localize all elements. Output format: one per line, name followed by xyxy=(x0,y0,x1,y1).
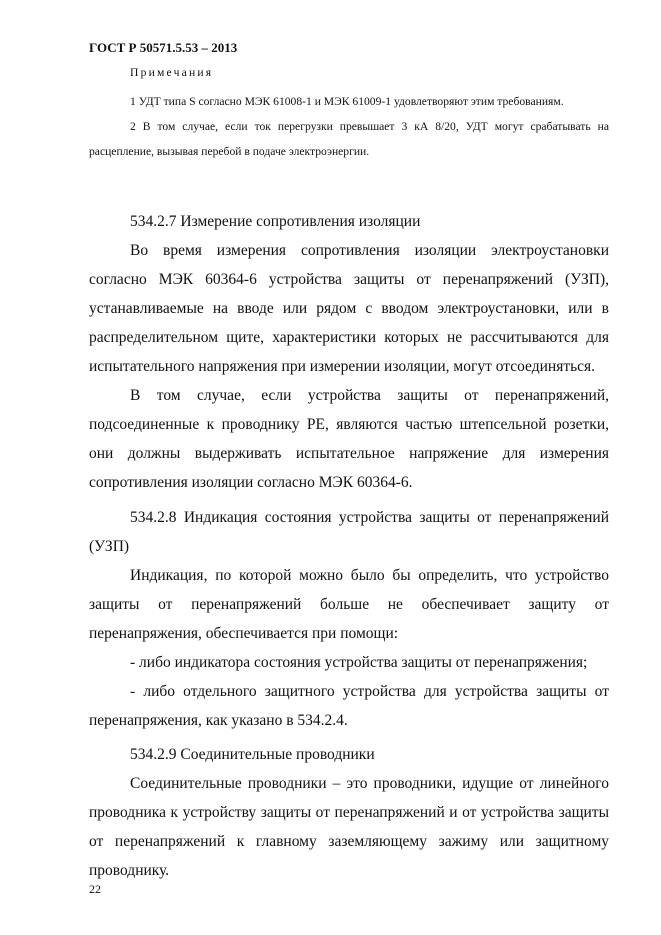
note-item-1: 1 УДТ типа S согласно МЭК 61008-1 и МЭК 61009-1 удовлетворяют этим требованиям. xyxy=(130,95,564,108)
notes-block xyxy=(89,89,609,164)
page-number: 22 xyxy=(89,882,101,896)
notes-title: Примечания xyxy=(130,66,214,79)
note-item-2: 2 В том случае, если ток перегрузки превышает 3 кА 8/20, УДТ могут срабатывать на расцепление, вызывая перебой в подаче электроэнергии. xyxy=(89,120,609,158)
section-534-2-7-paragraph-2: В том случае, если устройства защиты от перенапряжений, подсоединенные к проводнику PE, являются частью штепсельной розетки, они должны выдерживать испытательное напряжение для измерения сопротивления изоляции согласно МЭК 60364-6. xyxy=(89,387,609,491)
section-534-2-8-list-item-1: - либо индикатора состояния устройства защиты от перенапряжения; xyxy=(130,654,588,671)
section-534-2-8-heading-block xyxy=(89,503,609,561)
section-534-2-7-body xyxy=(89,236,609,497)
standard-header: ГОСТ Р 50571.5.53 – 2013 xyxy=(89,40,238,55)
section-534-2-9-body xyxy=(89,769,609,885)
section-534-2-8-heading: 534.2.8 Индикация состояния устройства защиты от перенапряжений (УЗП) xyxy=(89,509,609,555)
section-534-2-7-heading: 534.2.7 Измерение сопротивления изоляции xyxy=(130,213,421,230)
section-534-2-8-body xyxy=(89,561,609,735)
section-534-2-8-list-item-2: - либо отдельного защитного устройства для устройства защиты от перенапряжения, как указано в 534.2.4. xyxy=(89,683,609,729)
section-534-2-8-paragraph-1: Индикация, по которой можно было бы определить, что устройство защиты от перенапряжений больше не обеспечивает защиту от перенапряжения, обеспечивается при помощи: xyxy=(89,567,609,642)
section-534-2-9-paragraph-1: Соединительные проводники – это проводники, идущие от линейного проводника к устройству защиты от перенапряжений и от устройства защиты от перенапряжений к главному заземляющему зажиму или защитному проводнику. xyxy=(89,775,609,879)
section-534-2-9-heading: 534.2.9 Соединительные проводники xyxy=(130,746,375,763)
section-534-2-7-paragraph-1: Во время измерения сопротивления изоляции электроустановки согласно МЭК 60364-6 устройства защиты от перенапряжений (УЗП), устанавливаемые на вводе или рядом с вводом электроустановки, или в распределительном щите, характеристики которых не рассчитываются для испытательного напряжения при измерении изоляции, могут отсоединяться. xyxy=(89,242,609,375)
